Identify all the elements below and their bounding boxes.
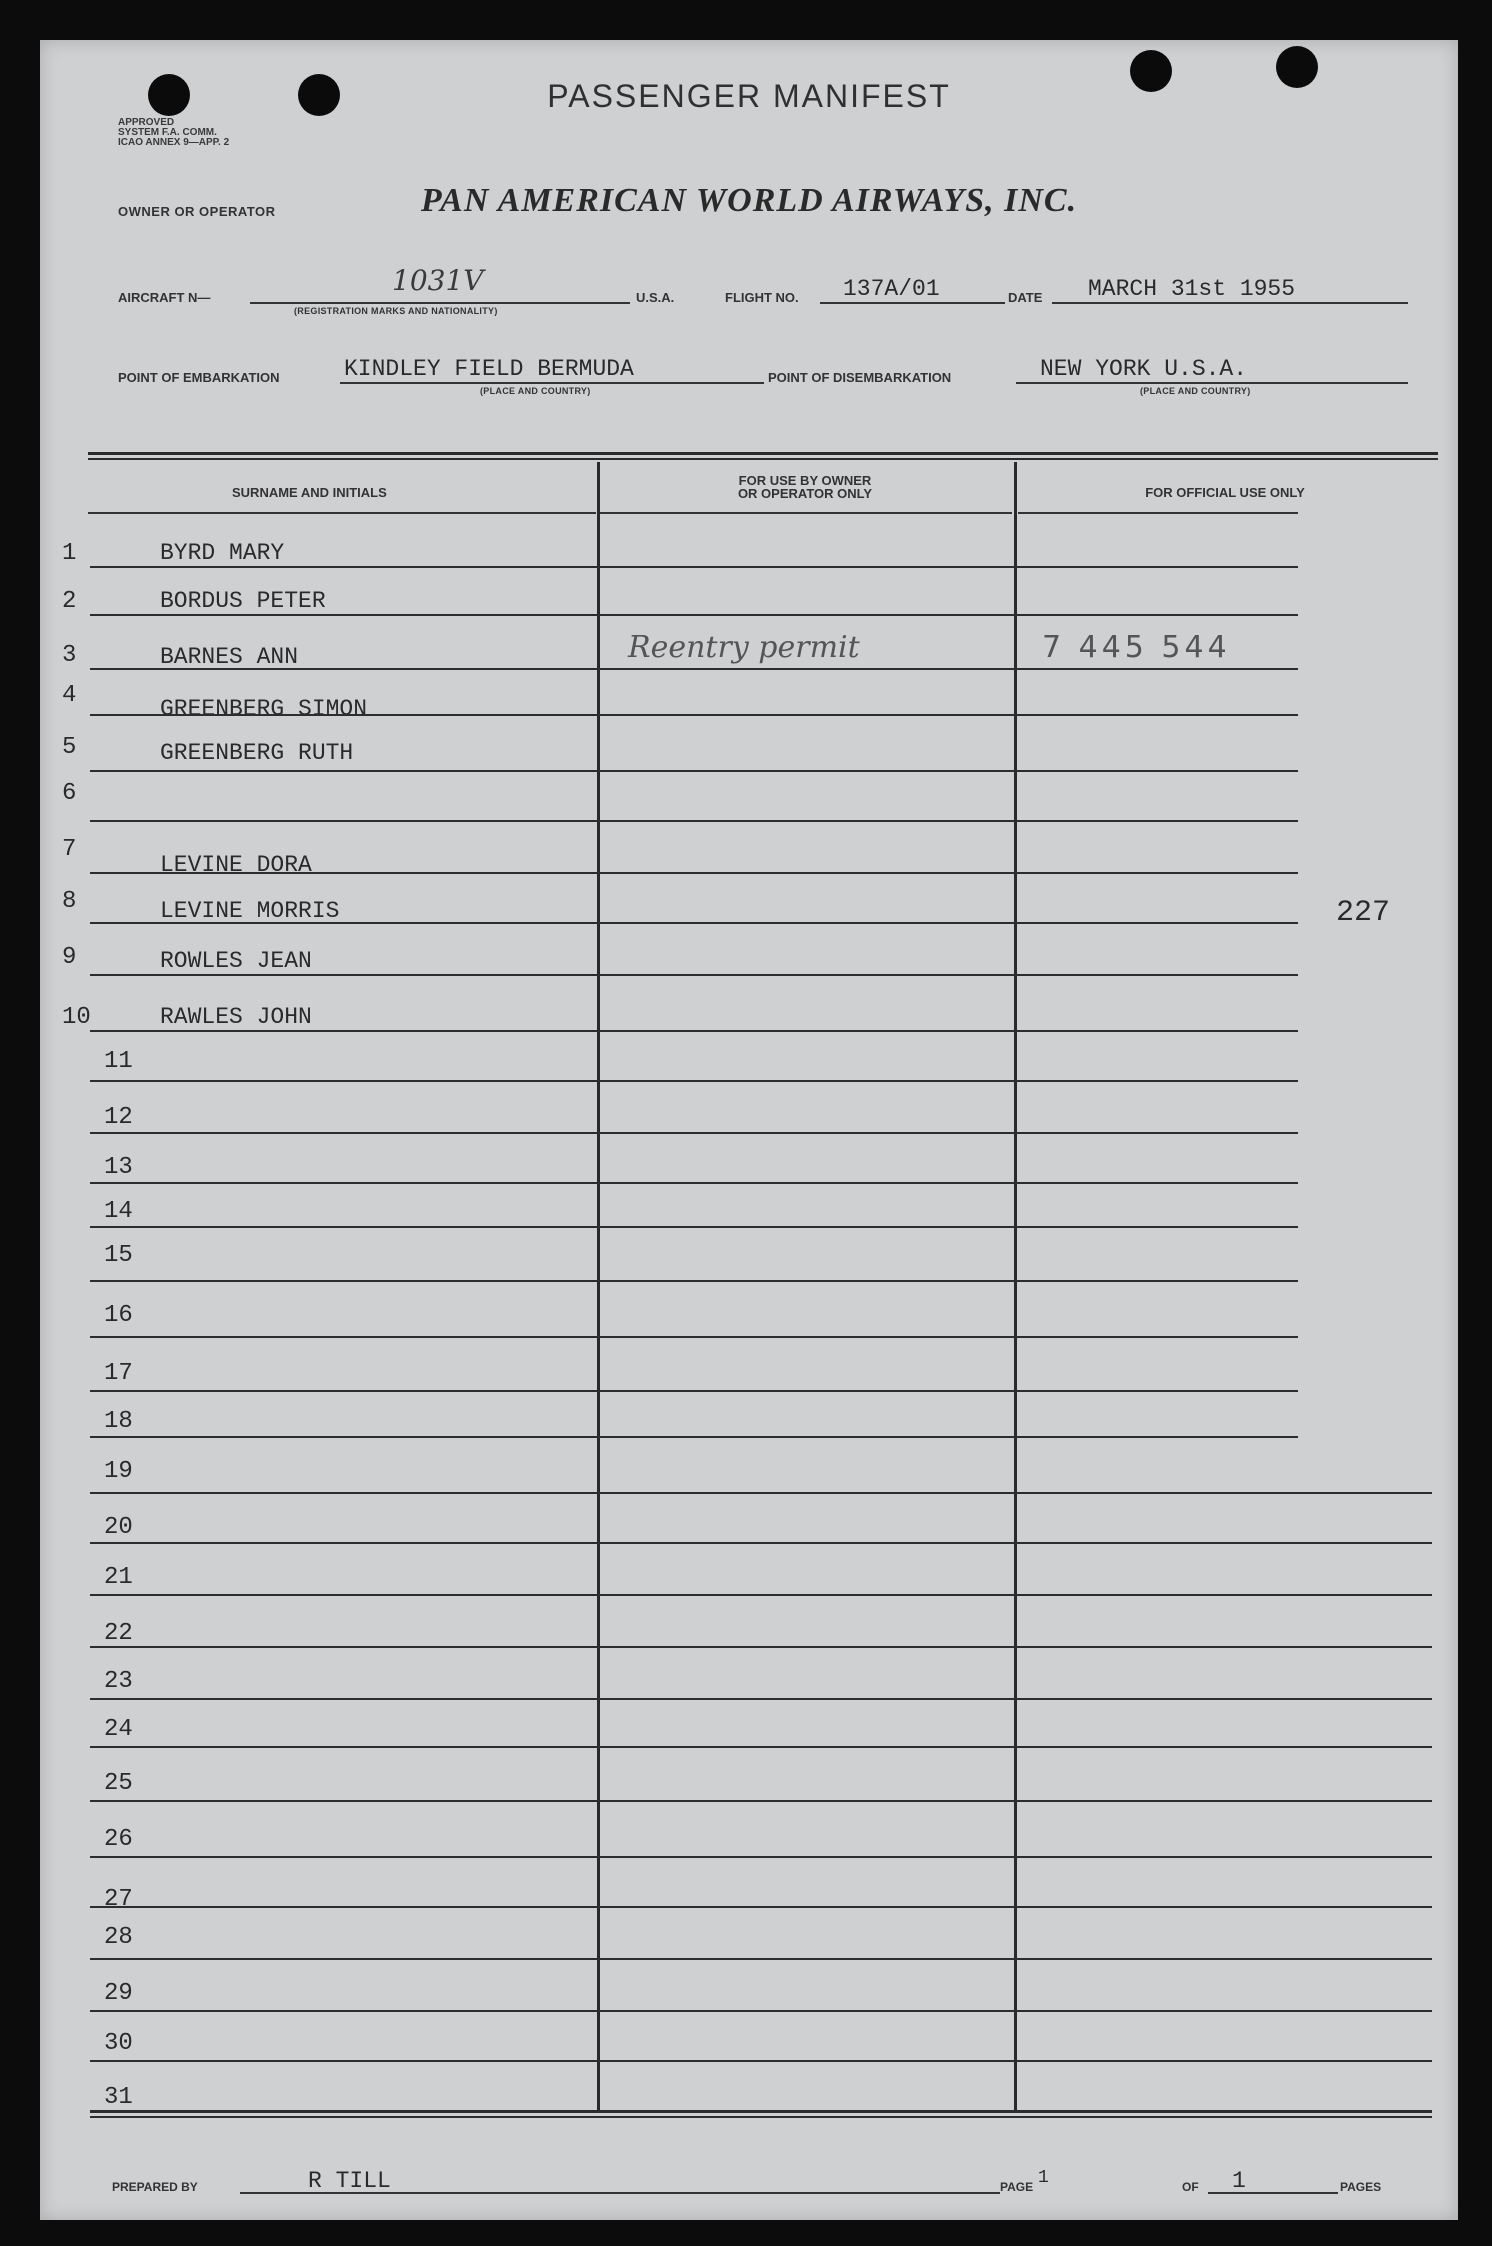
header-rule-top xyxy=(88,452,1438,455)
embarkation-label: POINT OF EMBARKATION xyxy=(118,370,280,385)
row-rule xyxy=(90,1226,1298,1228)
row-rule xyxy=(90,2060,1432,2062)
row-number: 10 xyxy=(62,1004,91,1031)
of-line xyxy=(1208,2192,1338,2194)
row-number: 9 xyxy=(62,944,77,971)
passenger-name: BARNES ANN xyxy=(160,644,299,670)
row-number: 16 xyxy=(104,1302,133,1329)
row-rule xyxy=(90,1132,1298,1134)
flight-no-value: 137A/01 xyxy=(843,276,940,302)
row-rule xyxy=(90,1542,1432,1544)
row-number: 15 xyxy=(104,1242,133,1269)
flight-no-label: FLIGHT NO. xyxy=(725,290,799,305)
row-number: 4 xyxy=(62,682,77,709)
passenger-name: BYRD MARY xyxy=(160,540,285,566)
row-number: 24 xyxy=(104,1716,133,1743)
owner-operator-label: OWNER OR OPERATOR xyxy=(118,204,276,219)
row-number: 19 xyxy=(104,1458,133,1485)
row-number: 29 xyxy=(104,1980,133,2007)
row-number: 28 xyxy=(104,1924,133,1951)
aircraft-label: AIRCRAFT N— xyxy=(118,290,211,305)
row-rule xyxy=(90,1030,1298,1032)
row-number: 12 xyxy=(104,1104,133,1131)
row-rule xyxy=(90,1856,1432,1858)
of-value: 1 xyxy=(1232,2168,1246,2194)
aircraft-caption: (REGISTRATION MARKS AND NATIONALITY) xyxy=(294,306,498,316)
header-underline-right xyxy=(1018,512,1298,514)
row-number: 2 xyxy=(62,588,77,615)
row-rule xyxy=(90,1492,1432,1494)
disembarkation-caption: (PLACE AND COUNTRY) xyxy=(1140,386,1251,396)
row-rule xyxy=(90,668,1298,670)
page-title: PASSENGER MANIFEST xyxy=(547,78,951,114)
aircraft-value: 1031V xyxy=(392,264,484,297)
row-number: 17 xyxy=(104,1360,133,1387)
pages-label: PAGES xyxy=(1340,2180,1382,2194)
row-rule xyxy=(90,974,1298,976)
row-rule xyxy=(90,820,1298,822)
row-rule xyxy=(90,614,1298,616)
row-number: 22 xyxy=(104,1620,133,1647)
official-note: 7 445 544 xyxy=(1042,630,1231,665)
embarkation-line xyxy=(340,382,764,384)
row-number: 31 xyxy=(104,2084,133,2111)
row-number: 1 xyxy=(62,540,77,567)
column-divider-2 xyxy=(1014,462,1017,2112)
aircraft-line xyxy=(250,302,630,304)
header-rule-2 xyxy=(88,458,1438,460)
passenger-name: ROWLES JEAN xyxy=(160,948,312,974)
owner-use-header-line1: FOR USE BY OWNER xyxy=(738,473,872,488)
page-label: PAGE xyxy=(1000,2180,1034,2194)
row-number: 18 xyxy=(104,1408,133,1435)
row-rule xyxy=(90,1436,1298,1438)
passenger-name: LEVINE DORA xyxy=(160,852,312,878)
of-label: OF xyxy=(1182,2180,1199,2194)
header-underline-left xyxy=(88,512,596,514)
header-underline-mid xyxy=(600,512,1012,514)
row-number: 14 xyxy=(104,1198,133,1225)
row-rule xyxy=(90,2110,1432,2113)
passenger-name: BORDUS PETER xyxy=(160,588,326,614)
approval-line: SYSTEM F.A. COMM. xyxy=(118,127,217,138)
row-rule xyxy=(90,1182,1298,1184)
embarkation-caption: (PLACE AND COUNTRY) xyxy=(480,386,591,396)
row-rule xyxy=(90,872,1298,874)
date-line xyxy=(1052,302,1408,304)
row-number: 20 xyxy=(104,1514,133,1541)
prepared-by-value: R TILL xyxy=(308,2168,391,2194)
disembarkation-label: POINT OF DISEMBARKATION xyxy=(768,370,952,385)
row-rule xyxy=(90,922,1298,924)
prepared-by-label: PREPARED BY xyxy=(112,2180,198,2194)
approval-line: ICAO ANNEX 9—APP. 2 xyxy=(118,137,230,148)
row-rule xyxy=(90,1800,1432,1802)
row-rule xyxy=(90,1958,1432,1960)
passenger-name: GREENBERG RUTH xyxy=(160,740,354,766)
carrier-name: PAN AMERICAN WORLD AIRWAYS, INC. xyxy=(420,182,1078,219)
disembarkation-value: NEW YORK U.S.A. xyxy=(1040,356,1248,382)
row-number: 27 xyxy=(104,1886,133,1913)
row-number: 8 xyxy=(62,888,77,915)
row-rule xyxy=(90,1906,1432,1908)
passenger-name: GREENBERG SIMON xyxy=(160,696,368,722)
row-rule xyxy=(90,566,1298,568)
row-number: 6 xyxy=(62,780,77,807)
row-number: 13 xyxy=(104,1154,133,1181)
official-use-header: FOR OFFICIAL USE ONLY xyxy=(1145,485,1305,500)
column-divider-1 xyxy=(597,462,600,2112)
row-rule xyxy=(90,1390,1298,1392)
row-rule xyxy=(90,1336,1298,1338)
row-rule xyxy=(90,714,1298,716)
owner-use-header xyxy=(620,474,990,500)
flight-no-line xyxy=(820,302,1005,304)
passenger-name: LEVINE MORRIS xyxy=(160,898,340,924)
row-rule xyxy=(90,1698,1432,1700)
passenger-name: RAWLES JOHN xyxy=(160,1004,312,1030)
row-rule xyxy=(90,1280,1298,1282)
row-rule xyxy=(90,1594,1432,1596)
row-rule xyxy=(90,1746,1432,1748)
official-note: 227 xyxy=(1335,896,1390,930)
row-number: 11 xyxy=(104,1048,133,1075)
row-number: 21 xyxy=(104,1564,133,1591)
page-value: 1 xyxy=(1038,2168,1049,2188)
embarkation-value: KINDLEY FIELD BERMUDA xyxy=(344,356,634,382)
disembarkation-line xyxy=(1016,382,1408,384)
row-rule xyxy=(90,770,1298,772)
approval-line: APPROVED xyxy=(118,117,175,128)
row-rule xyxy=(90,1646,1432,1648)
row-number: 5 xyxy=(62,734,77,761)
owner-note: Reentry permit xyxy=(628,630,860,665)
owner-use-header-line2: OR OPERATOR ONLY xyxy=(737,486,873,501)
approval-stamp xyxy=(118,118,229,148)
row-number: 7 xyxy=(62,836,77,863)
row-rule xyxy=(90,2010,1432,2012)
row-number: 26 xyxy=(104,1826,133,1853)
row-number: 23 xyxy=(104,1668,133,1695)
date-value: MARCH 31st 1955 xyxy=(1088,276,1296,302)
row-number: 30 xyxy=(104,2030,133,2057)
row-rule xyxy=(90,2116,1432,2118)
row-rule xyxy=(90,1080,1298,1082)
date-label: DATE xyxy=(1008,290,1043,305)
usa-label: U.S.A. xyxy=(636,290,675,305)
row-number: 25 xyxy=(104,1770,133,1797)
surname-header: SURNAME AND INITIALS xyxy=(232,485,387,500)
row-number: 3 xyxy=(62,642,77,669)
